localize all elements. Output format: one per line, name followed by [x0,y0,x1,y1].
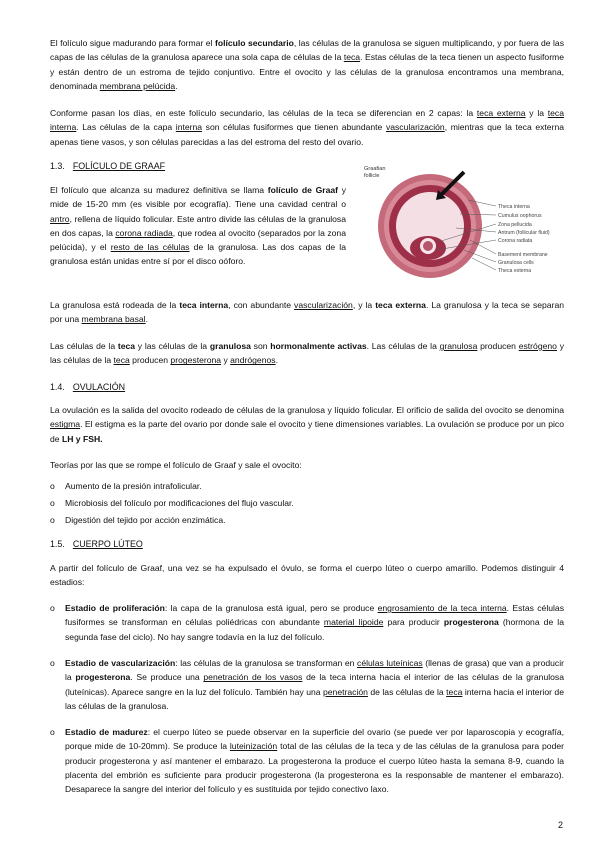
page-number: 2 [557,820,563,830]
section-heading-cuerpo-luteo: 1.5. CUERPO LÚTEO [50,539,143,549]
paragraph-hormonas: Las células de la teca y las células de la granulosa son hormonalmente activas. Las células de la granulosa producen estrógeno y las células de la teca producen progesterona y andrógenos. [50,341,564,366]
section-heading-graaf: 1.3. FOLÍCULO DE GRAAF [50,161,166,171]
paragraph-ovulacion: La ovulación es la salida del ovocito rodeado de células de la granulosa y líquido folicular. El orificio de salida del ovocito se denomina estigma. El estigma es la parte del ovario por donde sale el ovocito y tiene dimensiones variables. La ovulación se produce por un pico de LH y FSH. [50,405,564,444]
paragraph-folicule-secundario: El folículo sigue madurando para formar el folículo secundario, las células de la granulosa se siguen multiplicando, y por fuera de las capas de las células de la granulosa aparece una sola capa de células de la teca. Estas células de la teca tienen un aspecto fusiforme y están dentro de un estroma de tejido conjuntivo. Entre el ovocito y las células de la granulosa encontramos una membrana, denominada membrana pelúcida. [50,38,564,91]
figure-label: Basement membrane [498,252,548,258]
figure-label: Zona pellucida [498,222,532,228]
figure-label: Antrum (follicular fluid) [498,230,550,236]
oocyte-shape [423,241,433,251]
paragraph-cuerpo-luteo: A partir del folículo de Graaf, una vez se ha expulsado el óvulo, se forma el cuerpo lúteo o cuerpo amarillo. Podemos distinguir 4 estadios: [50,563,564,588]
figure-label: Cumulus oophorus [498,213,542,219]
graafian-follicle-figure [360,162,566,282]
figure-labels [498,204,550,274]
list-item: o Microbiosis del folículo por modificaciones del flujo vascular. [50,498,294,508]
figure-label: Corona radiata [498,238,533,244]
figure-label: Theca externa [498,268,532,274]
list-item-vascularizacion: o Estadio de vascularización: las células de la granulosa se transforman en células luteínicas (llenas de grasa) que van a producir la progesterona. Se produce una penetración de los vasos de la teca interna hacia el interior de las células de la granulosa (luteínicas). Aparece sangre en la luz del folículo. También hay una penetración de las células de la teca interna hacia el interior de las células de la granulosa. [50,658,564,711]
figure-label: Theca interna [498,204,530,210]
section-heading-ovulacion: 1.4. OVULACIÓN [50,382,126,392]
list-item: o Aumento de la presión intrafolicular. [50,481,202,491]
paragraph-teorias: Teorías por las que se rompe el folículo de Graaf y sale el ovocito: [50,460,302,470]
figure-label: Granulosa cells [498,260,534,266]
paragraph-foliculo-graaf: El folículo que alcanza su madurez definitiva se llama folículo de Graaf y mide de 15-20 mm (es visible por ecografía). Tiene una cavidad central o antro, rellena de líquido folicular. Este antro divide las células de la granulosa en dos capas, la corona radiada, que rodea al ovocito (separados por la zona pelúcida), y el resto de las células de la granulosa. Las dos capas de la granulosa están unidas entre sí por el disco oóforo. [50,185,347,267]
paragraph-granulosa-teca: La granulosa está rodeada de la teca interna, con abundante vascularización, y la teca externa. La granulosa y la teca se separan por una membrana basal. [50,300,564,325]
list-item-madurez: o Estadio de madurez: el cuerpo lúteo se puede observar en la superficie del ovario (se puede ver por laparoscopia y ecografía, porque mide de 10-20mm). Se produce la luteinización total de las células de la teca y de las células de la granulosa para poder producir progesterona y así mantener el embarazo. La progesterona la produce el cuerpo lúteo hasta la semana 8-9, cuando la placenta del embrión es suficiente para producir progesterona (la progesterona es la responsable de mantener el embarazo). Desaparece la sangre del interior del folículo y es sustituida por tejido conectivo laxo. [50,727,565,795]
figure-title-line2: follicle [364,173,380,179]
figure-title-line1: Graafian [364,166,386,172]
list-item: o Digestión del tejido por acción enzimática. [50,515,226,525]
paragraph-teca-capas: Conforme pasan los días, en este folículo secundario, las células de la teca se diferencian en 2 capas: la teca externa y la teca interna. Las células de la capa interna son células fusiformes que tienen abundante vascularización, mientras que la teca externa apenas tiene vasos, y son células parecidas a las del estroma del resto del ovario. [50,108,565,147]
list-item-proliferacion: o Estadio de proliferación: la capa de la granulosa está igual, pero se produce engrosamiento de la teca interna. Estas células fusiformes se transforman en células poliédricas con abundante material lipoide para producir progesterona (hormona de la segunda fase del ciclo). No hay sangre todavía en la luz del folículo. [50,603,565,642]
graafian-follicle-illustration [360,162,566,282]
